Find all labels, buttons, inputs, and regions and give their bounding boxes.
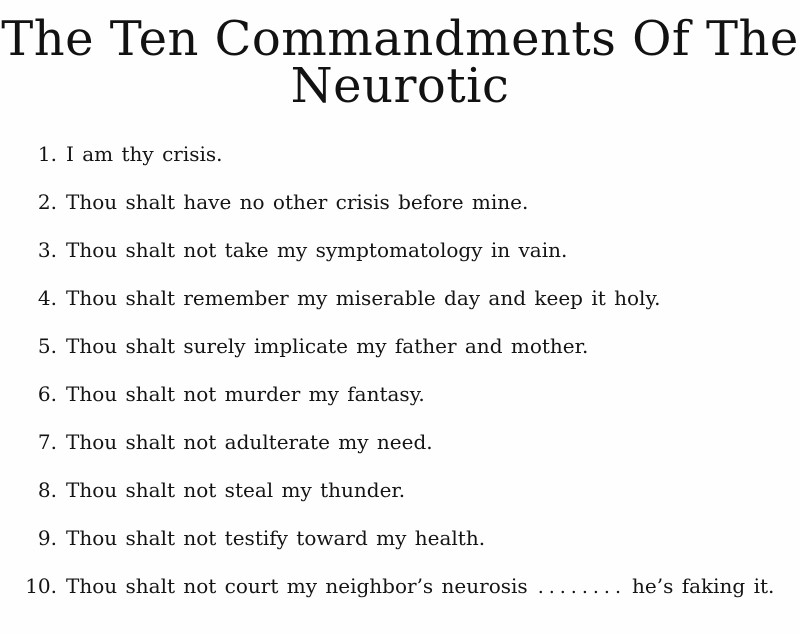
page-title bbox=[0, 0, 800, 114]
list-item-number: 9. bbox=[37, 526, 57, 550]
page-title-line2: Neurotic bbox=[290, 58, 510, 114]
list-item-text: Thou shalt not testify toward my health. bbox=[66, 526, 486, 550]
list-item-text: Thou shalt not court my neighbor’s neurosis bbox=[66, 574, 528, 598]
list-item-number: 7. bbox=[37, 430, 57, 454]
list-item bbox=[0, 525, 800, 552]
list-item-number: 1. bbox=[37, 142, 57, 166]
list-item-number: 6. bbox=[37, 382, 57, 406]
list-item-text: I am thy crisis. bbox=[66, 142, 223, 166]
list-item bbox=[0, 429, 800, 456]
list-item bbox=[0, 285, 800, 312]
list-item-number: 2. bbox=[37, 190, 57, 214]
list-item-text: Thou shalt not steal my thunder. bbox=[66, 478, 406, 502]
list-item-text: Thou shalt not take my symptomatology in vain. bbox=[66, 238, 568, 262]
list-item bbox=[0, 333, 800, 360]
dotted-leader: ........ bbox=[537, 576, 627, 598]
list-item bbox=[0, 189, 800, 216]
list-item bbox=[0, 381, 800, 408]
list-item-number: 5. bbox=[37, 334, 57, 358]
list-item-number: 3. bbox=[37, 238, 57, 262]
list-item-text: Thou shalt not adulterate my need. bbox=[66, 430, 433, 454]
page-title-line1: The Ten Commandments Of The bbox=[1, 11, 799, 67]
list-item bbox=[0, 573, 800, 601]
list-item bbox=[0, 141, 800, 168]
list-item-number: 10. bbox=[25, 574, 57, 598]
list-item-tail-text: he’s faking it. bbox=[632, 574, 775, 598]
commandments-list bbox=[0, 141, 800, 601]
list-item-text: Thou shalt not murder my fantasy. bbox=[66, 382, 425, 406]
list-item-text: Thou shalt have no other crisis before mine. bbox=[66, 190, 529, 214]
list-item bbox=[0, 237, 800, 264]
list-item-text: Thou shalt remember my miserable day and keep it holy. bbox=[66, 286, 661, 310]
list-item-number: 4. bbox=[37, 286, 57, 310]
list-item bbox=[0, 477, 800, 504]
list-item-number: 8. bbox=[37, 478, 57, 502]
list-item-text: Thou shalt surely implicate my father and mother. bbox=[66, 334, 589, 358]
